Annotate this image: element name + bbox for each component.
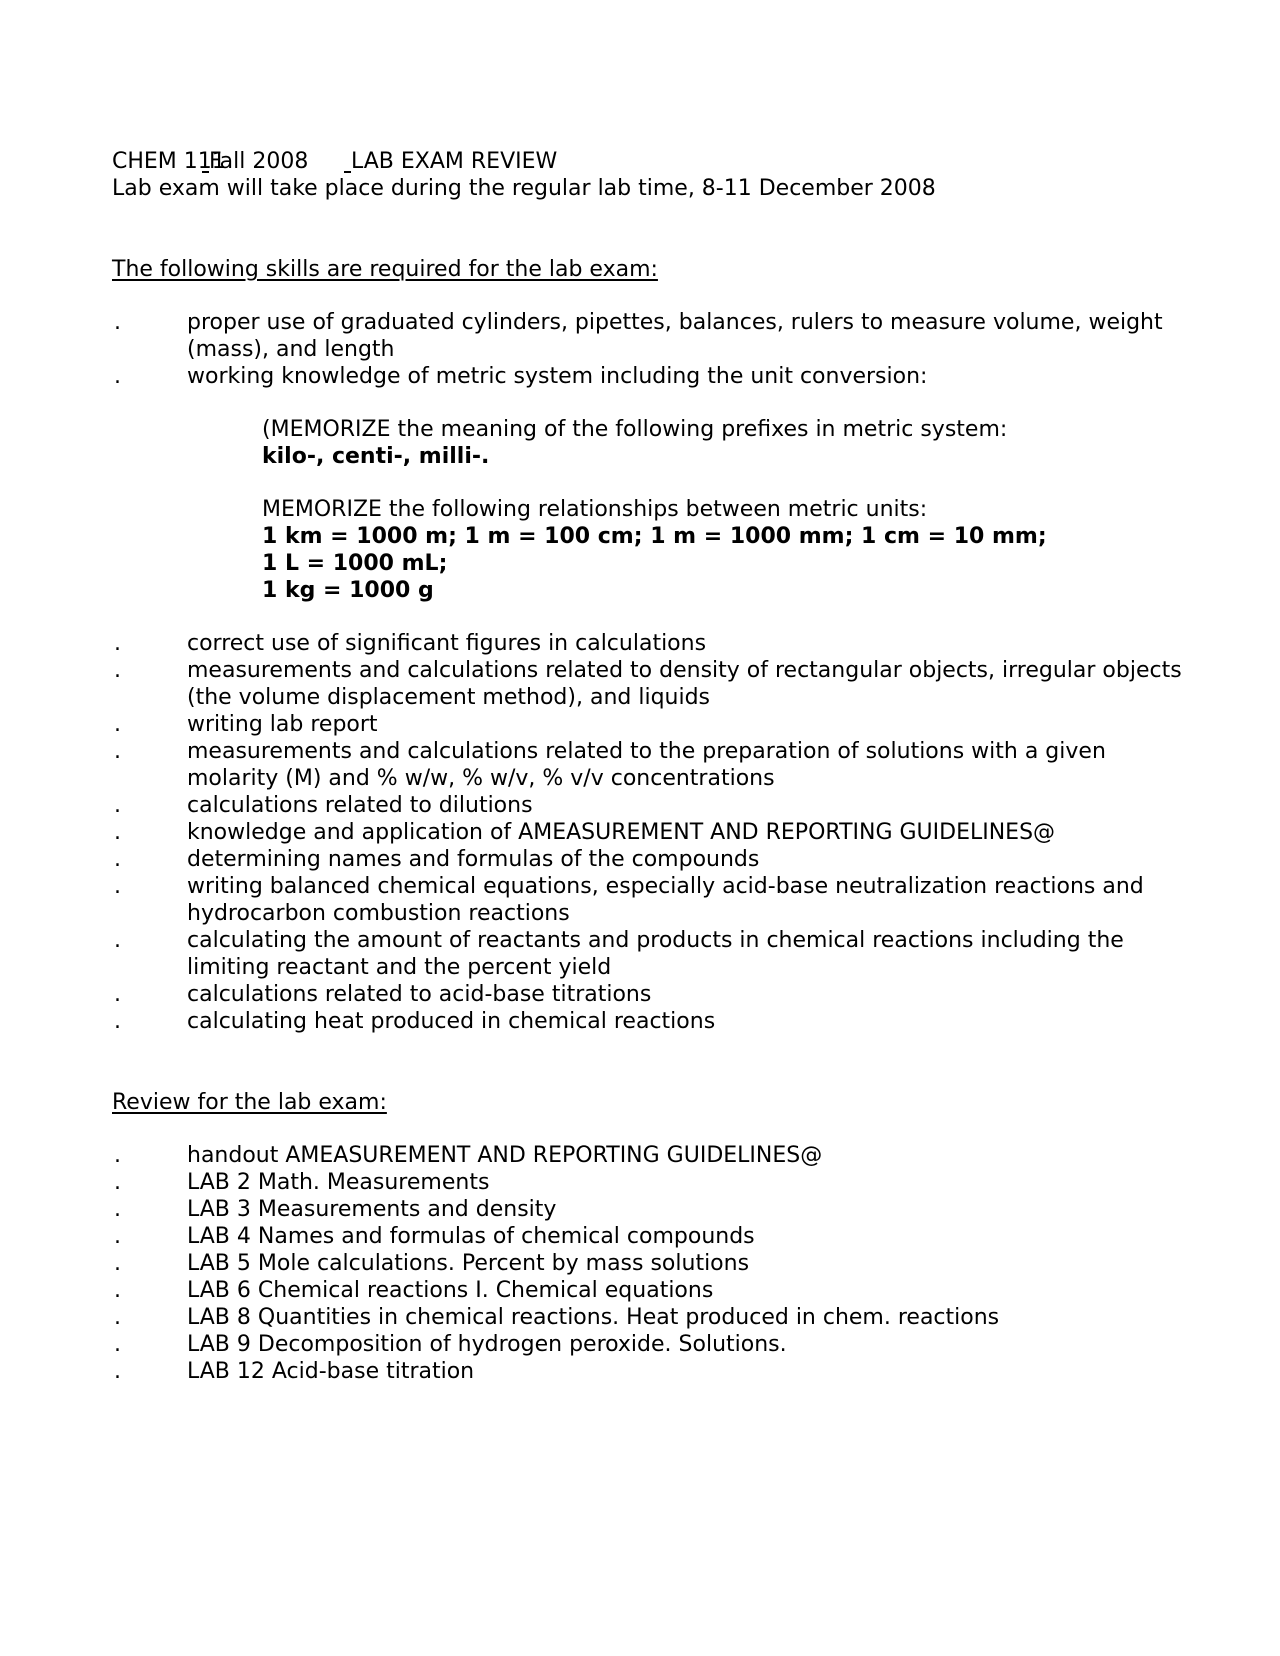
bullet: . — [114, 310, 121, 335]
list-item — [112, 927, 1192, 981]
bullet: . — [114, 1170, 121, 1195]
bullet: . — [114, 1278, 121, 1303]
list-item-text: working knowledge of metric system including the unit conversion: — [187, 364, 928, 389]
review-list — [112, 1142, 1192, 1385]
list-item — [112, 630, 1192, 657]
bullet: . — [114, 1009, 121, 1034]
skills-list-first — [112, 309, 1192, 390]
list-item-text: measurements and calculations related to density of rectangular objects, irregular objects (the volume displacement method), and liquids — [187, 658, 1182, 710]
review-heading: Review for the lab exam: — [112, 1090, 387, 1115]
list-item-text: LAB 6 Chemical reactions I. Chemical equations — [187, 1278, 714, 1303]
term: Fall 2008 — [209, 149, 309, 174]
bullet: . — [114, 1197, 121, 1222]
bullet: . — [114, 1305, 121, 1330]
bullet: . — [114, 982, 121, 1007]
list-item-text: LAB 8 Quantities in chemical reactions. Heat produced in chem. reactions — [187, 1305, 1000, 1330]
bullet: . — [114, 1143, 121, 1168]
list-item — [112, 711, 1192, 738]
bullet: . — [114, 364, 121, 389]
list-item-text: LAB 4 Names and formulas of chemical compounds — [187, 1224, 755, 1249]
bullet: . — [114, 739, 121, 764]
list-item — [112, 792, 1192, 819]
list-item-text: handout AMEASUREMENT AND REPORTING GUIDELINES@ — [187, 1143, 823, 1168]
bullet: . — [114, 820, 121, 845]
list-item-text: LAB 12 Acid-base titration — [187, 1359, 475, 1384]
list-item-text: determining names and formulas of the compounds — [187, 847, 760, 872]
bullet: . — [114, 1332, 121, 1357]
course-code: CHEM 111 — [112, 149, 226, 174]
list-item — [112, 1223, 1192, 1250]
list-item-text: LAB 5 Mole calculations. Percent by mass solutions — [187, 1251, 750, 1276]
list-item-text: LAB 3 Measurements and density — [187, 1197, 557, 1222]
list-item-text: calculations related to dilutions — [187, 793, 533, 818]
bullet: . — [114, 1251, 121, 1276]
memorize-prefixes-bold: kilo-, centi-, milli-. — [262, 444, 490, 469]
list-item — [112, 819, 1192, 846]
bullet: . — [114, 874, 121, 899]
list-item — [112, 657, 1192, 711]
bullet: . — [114, 712, 121, 737]
list-item-text: LAB 9 Decomposition of hydrogen peroxide. Solutions. — [187, 1332, 787, 1357]
skills-list-more — [112, 630, 1192, 1035]
memorize-prefixes-block — [112, 416, 1192, 470]
list-item — [112, 1277, 1192, 1304]
document-title: LAB EXAM REVIEW — [351, 149, 558, 174]
bullet: . — [114, 847, 121, 872]
list-item — [112, 738, 1192, 792]
list-item — [112, 1304, 1192, 1331]
list-item — [112, 363, 1192, 390]
memorize-prefixes-text: (MEMORIZE the meaning of the following prefixes in metric system: — [262, 417, 1008, 442]
list-item-text: measurements and calculations related to the preparation of solutions with a given molarity (M) and % w/w, % w/v, % v/v concentrations — [187, 739, 1106, 791]
list-item-text: writing balanced chemical equations, especially acid-base neutralization reactions and hydrocarbon combustion reactions — [187, 874, 1144, 926]
list-item — [112, 873, 1192, 927]
list-item-text: proper use of graduated cylinders, pipettes, balances, rulers to measure volume, weight (mass), and length — [187, 310, 1163, 362]
unit-relationship: 1 kg = 1000 g — [262, 578, 434, 603]
list-item — [112, 846, 1192, 873]
list-item — [112, 1196, 1192, 1223]
bullet: . — [114, 793, 121, 818]
list-item-text: LAB 2 Math. Measurements — [187, 1170, 490, 1195]
unit-relationship: 1 km = 1000 m; 1 m = 100 cm; 1 m = 1000 mm; 1 cm = 10 mm; — [262, 524, 1047, 549]
list-item — [112, 1331, 1192, 1358]
list-item-text: calculating the amount of reactants and products in chemical reactions including the limiting reactant and the percent yield — [187, 928, 1124, 980]
document-page — [112, 148, 1192, 1385]
list-item-text: writing lab report — [187, 712, 378, 737]
list-item-text: correct use of significant figures in calculations — [187, 631, 707, 656]
list-item-text: knowledge and application of AMEASUREMENT AND REPORTING GUIDELINES@ — [187, 820, 1056, 845]
list-item-text: calculating heat produced in chemical reactions — [187, 1009, 716, 1034]
unit-relationship: 1 L = 1000 mL; — [262, 551, 448, 576]
list-item — [112, 1008, 1192, 1035]
list-item — [112, 1142, 1192, 1169]
bullet: . — [114, 658, 121, 683]
memorize-units-text: MEMORIZE the following relationships between metric units: — [262, 497, 928, 522]
bullet: . — [114, 1224, 121, 1249]
skills-heading: The following skills are required for the lab exam: — [112, 257, 658, 282]
bullet: . — [114, 631, 121, 656]
document-title-row — [112, 148, 1192, 175]
memorize-units-block — [112, 496, 1192, 604]
bullet: . — [114, 928, 121, 953]
list-item — [112, 1358, 1192, 1385]
list-item — [112, 981, 1192, 1008]
list-item-text: calculations related to acid-base titrations — [187, 982, 652, 1007]
list-item — [112, 1250, 1192, 1277]
exam-date-note: Lab exam will take place during the regular lab time, 8-11 December 2008 — [112, 176, 936, 201]
list-item — [112, 1169, 1192, 1196]
bullet: . — [114, 1359, 121, 1384]
list-item — [112, 309, 1192, 363]
